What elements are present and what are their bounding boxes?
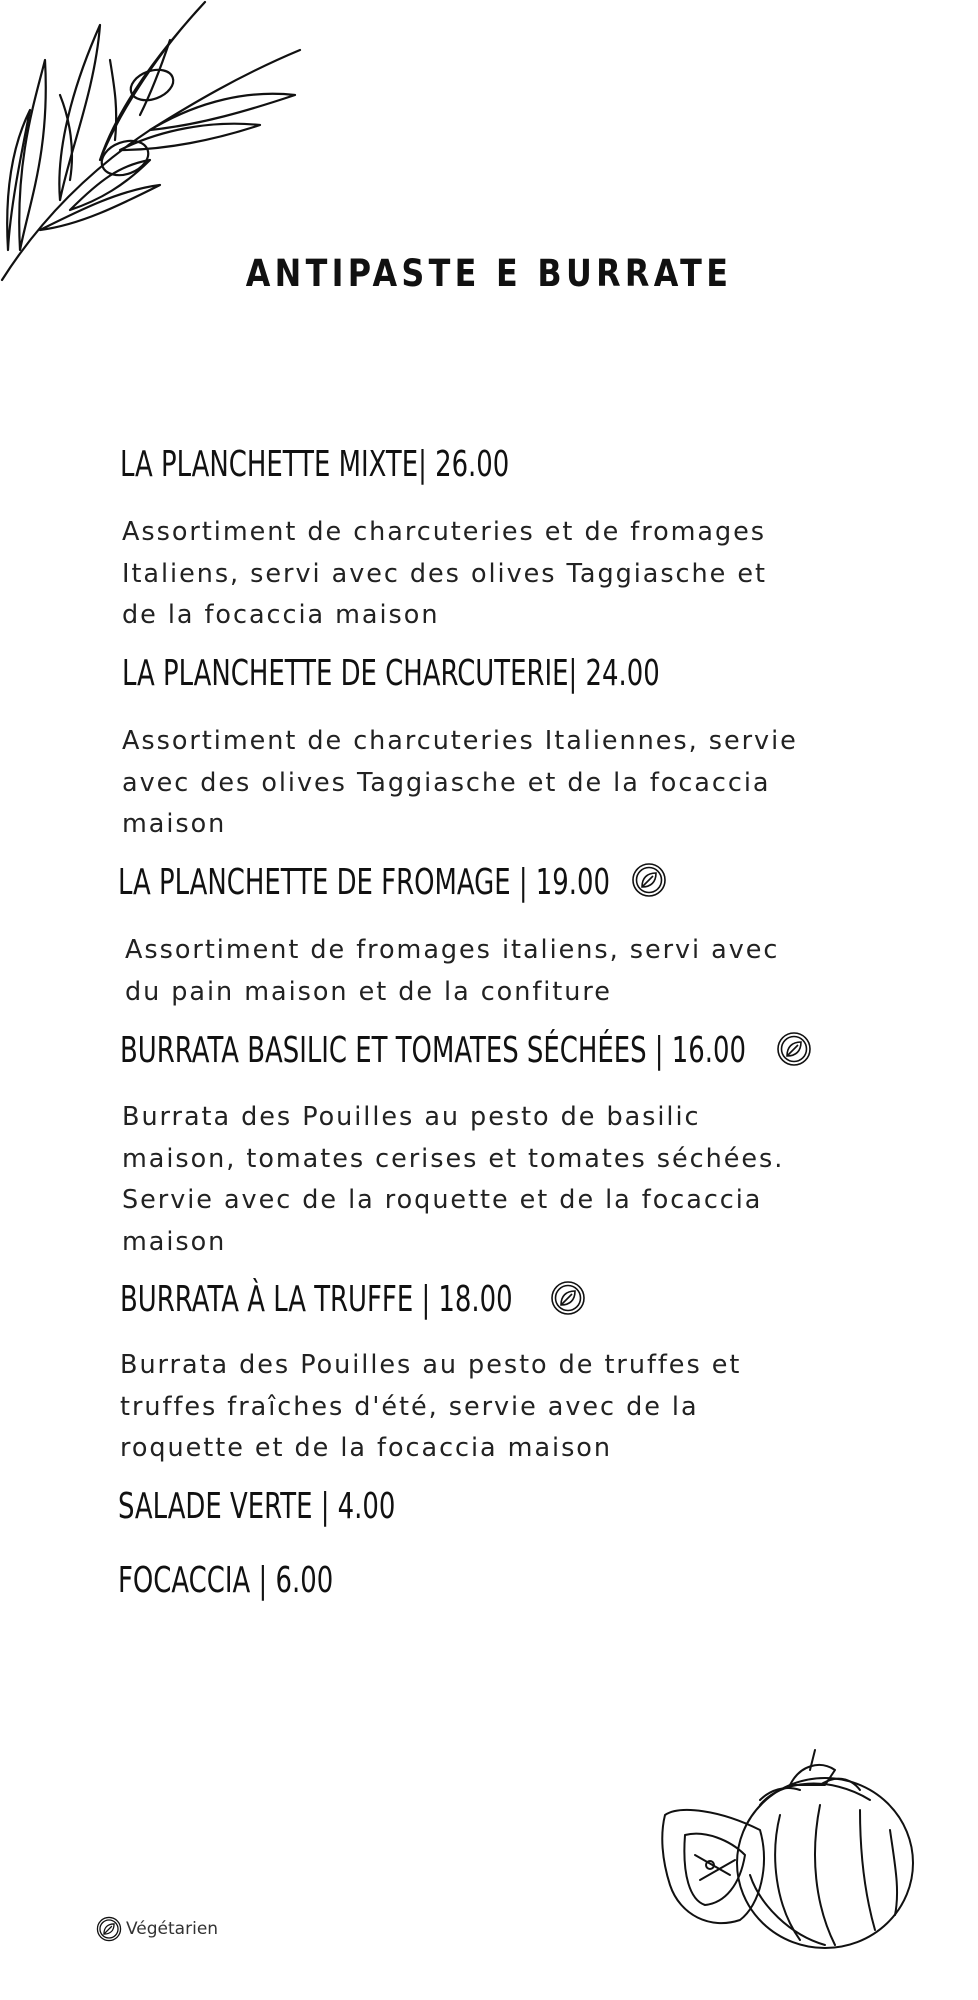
description-line: roquette et de la focaccia maison xyxy=(120,1433,612,1463)
menu-item-description xyxy=(122,1097,784,1263)
menu-item-description xyxy=(120,1345,741,1470)
menu-item-title-planchette-charcuterie: LA PLANCHETTE DE CHARCUTERIE| 24.00 xyxy=(122,653,660,694)
description-line: Assortiment de charcuteries et de fromages xyxy=(122,517,766,547)
description-line: Assortiment de charcuteries Italiennes, servie xyxy=(122,726,798,756)
menu-item-title-planchette-mixte: LA PLANCHETTE MIXTE| 26.00 xyxy=(120,444,510,485)
description-line: maison xyxy=(122,1226,227,1257)
description-line: avec des olives Taggiasche et de la focaccia xyxy=(122,767,771,798)
description-line: de la focaccia maison xyxy=(122,600,440,630)
description-line: Burrata des Pouilles au pesto de basilic xyxy=(122,1102,701,1132)
olive-branch-illustration xyxy=(0,0,310,290)
menu-item-description xyxy=(125,930,779,1013)
menu-item-title-salade-verte: SALADE VERTE | 4.00 xyxy=(118,1486,396,1527)
description-line: Assortiment de fromages italiens, servi avec xyxy=(125,935,780,965)
leaf-icon xyxy=(631,862,667,898)
description-line: truffes fraîches d'été, servie avec de la xyxy=(120,1391,699,1422)
menu-item-title-burrata-truffe: BURRATA À LA TRUFFE | 18.00 xyxy=(120,1279,513,1320)
menu-item-title-focaccia: FOCACCIA | 6.00 xyxy=(118,1560,334,1601)
vegetarian-legend xyxy=(96,1916,218,1942)
description-line: maison xyxy=(122,809,227,839)
menu-item-description xyxy=(122,721,798,846)
description-line: Servie avec de la roquette et de la focaccia xyxy=(122,1185,763,1215)
description-line: Burrata des Pouilles au pesto de truffes et xyxy=(120,1350,742,1380)
tomato-illustration xyxy=(660,1745,940,1955)
description-line: maison, tomates cerises et tomates séchées. xyxy=(122,1143,785,1174)
description-line: du pain maison et de la confiture xyxy=(125,976,612,1007)
menu-item-title-planchette-fromage: LA PLANCHETTE DE FROMAGE | 19.00 xyxy=(118,862,611,903)
leaf-icon xyxy=(776,1031,812,1067)
description-line: Italiens, servi avec des olives Taggiasche et xyxy=(122,558,767,589)
menu-section-title: ANTIPASTE E BURRATE xyxy=(245,252,733,295)
menu-item-title-burrata-basilic: BURRATA BASILIC ET TOMATES SÉCHÉES | 16.00 xyxy=(120,1030,746,1071)
legend-label: Végétarien xyxy=(126,1919,219,1939)
menu-item-description xyxy=(122,512,767,637)
leaf-icon xyxy=(96,1916,122,1942)
leaf-icon xyxy=(550,1280,586,1316)
